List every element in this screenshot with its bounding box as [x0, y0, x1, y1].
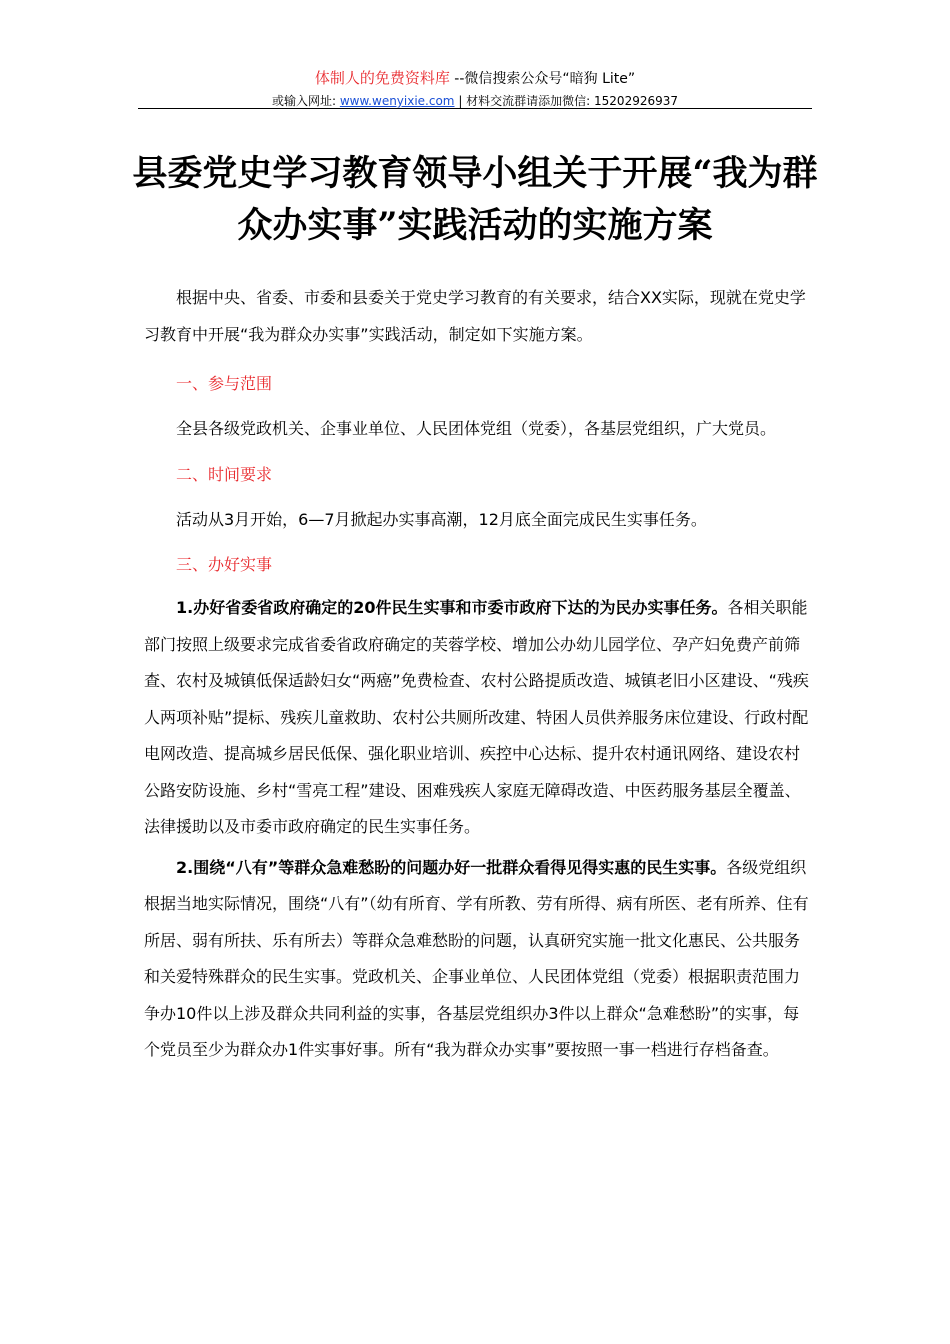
- section-1-text: 全县各级党政机关、企事业单位、人民团体党组（党委），各基层党组织，广大党员。: [176, 419, 777, 438]
- section-3-heading: 三、办好实事: [176, 555, 273, 574]
- page-header: [0, 68, 950, 111]
- item-2-body: 各级党组织根据当地实际情况，围绕“八有”（幼有所育、学有所教、劳有所得、病有所医、老有所养、住有所居、弱有所扶、乐有所去）等群众急难愁盼的问题，认真研究实施一批文化惠民、公共服务和关爱特殊群众的民生实事。党政机关、企事业单位、人民团体党组（党委）根据职责范围力争办10件以上涉及群众共同利益的实事，各基层党组织办3件以上群众“急难愁盼”的实事，每个党员至少为群众办1件实事好事。所有“我为群众办实事”要按照一事一档进行存档备查。: [144, 857, 809, 1059]
- document-title: 县委党史学习教育领导小组关于开展“我为群众办实事”实践活动的实施方案: [132, 153, 818, 246]
- item-1-lead: 1.办好省委省政府确定的20件民生实事和市委市政府下达的为民办实事任务。: [176, 598, 728, 617]
- header-url-prefix: 或输入网址:: [271, 94, 340, 108]
- item-2-lead: 2.围绕“八有”等群众急难愁盼的问题办好一批群众看得见得实惠的民生实事。: [176, 857, 727, 877]
- section-2-heading: 二、时间要求: [176, 464, 273, 484]
- item-1-body: 各相关职能部门按照上级要求完成省委省政府确定的芙蓉学校、增加公办幼儿园学位、孕产妇免费产前筛查、农村及城镇低保适龄妇女“两癌”免费检查、农村公路提质改造、城镇老旧小区建设、“残疾人两项补贴”提标、残疾儿童救助、农村公共厕所改建、特困人员供养服务床位建设、行政村配电网改造、提高城乡居民低保、强化职业培训、疾控中心达标、提升农村通讯网络、建设农村公路安防设施、乡村“雪亮工程”建设、困难残疾人家庭无障碍改造、中医药服务基层全覆盖、法律援助以及市委市政府确定的民生实事任务。: [144, 598, 809, 836]
- section-2-text: 活动从3月开始，6—7月掀起办实事高潮，12月底全面完成民生实事任务。: [176, 509, 707, 529]
- section-3-item-2: [144, 850, 810, 1069]
- intro-paragraph: 根据中央、省委、市委和县委关于党史学习教育的有关要求，结合XX实际，现就在党史学习教育中开展“我为群众办实事”实践活动，制定如下实施方案。: [144, 288, 806, 344]
- header-tagline: --微信搜索公众号“暗狗 Lite”: [449, 71, 636, 87]
- header-divider: [138, 108, 812, 109]
- document-body: [144, 280, 810, 1069]
- header-contact: | 材料交流群请添加微信: 15202926937: [454, 94, 679, 108]
- section-1-heading: 一、参与范围: [176, 374, 273, 393]
- header-line-1: [0, 68, 950, 89]
- section-3-item-1: [144, 590, 810, 846]
- header-url-link[interactable]: www.wenyixie.com: [339, 94, 455, 108]
- header-brand[interactable]: 体制人的免费资料库: [314, 69, 450, 87]
